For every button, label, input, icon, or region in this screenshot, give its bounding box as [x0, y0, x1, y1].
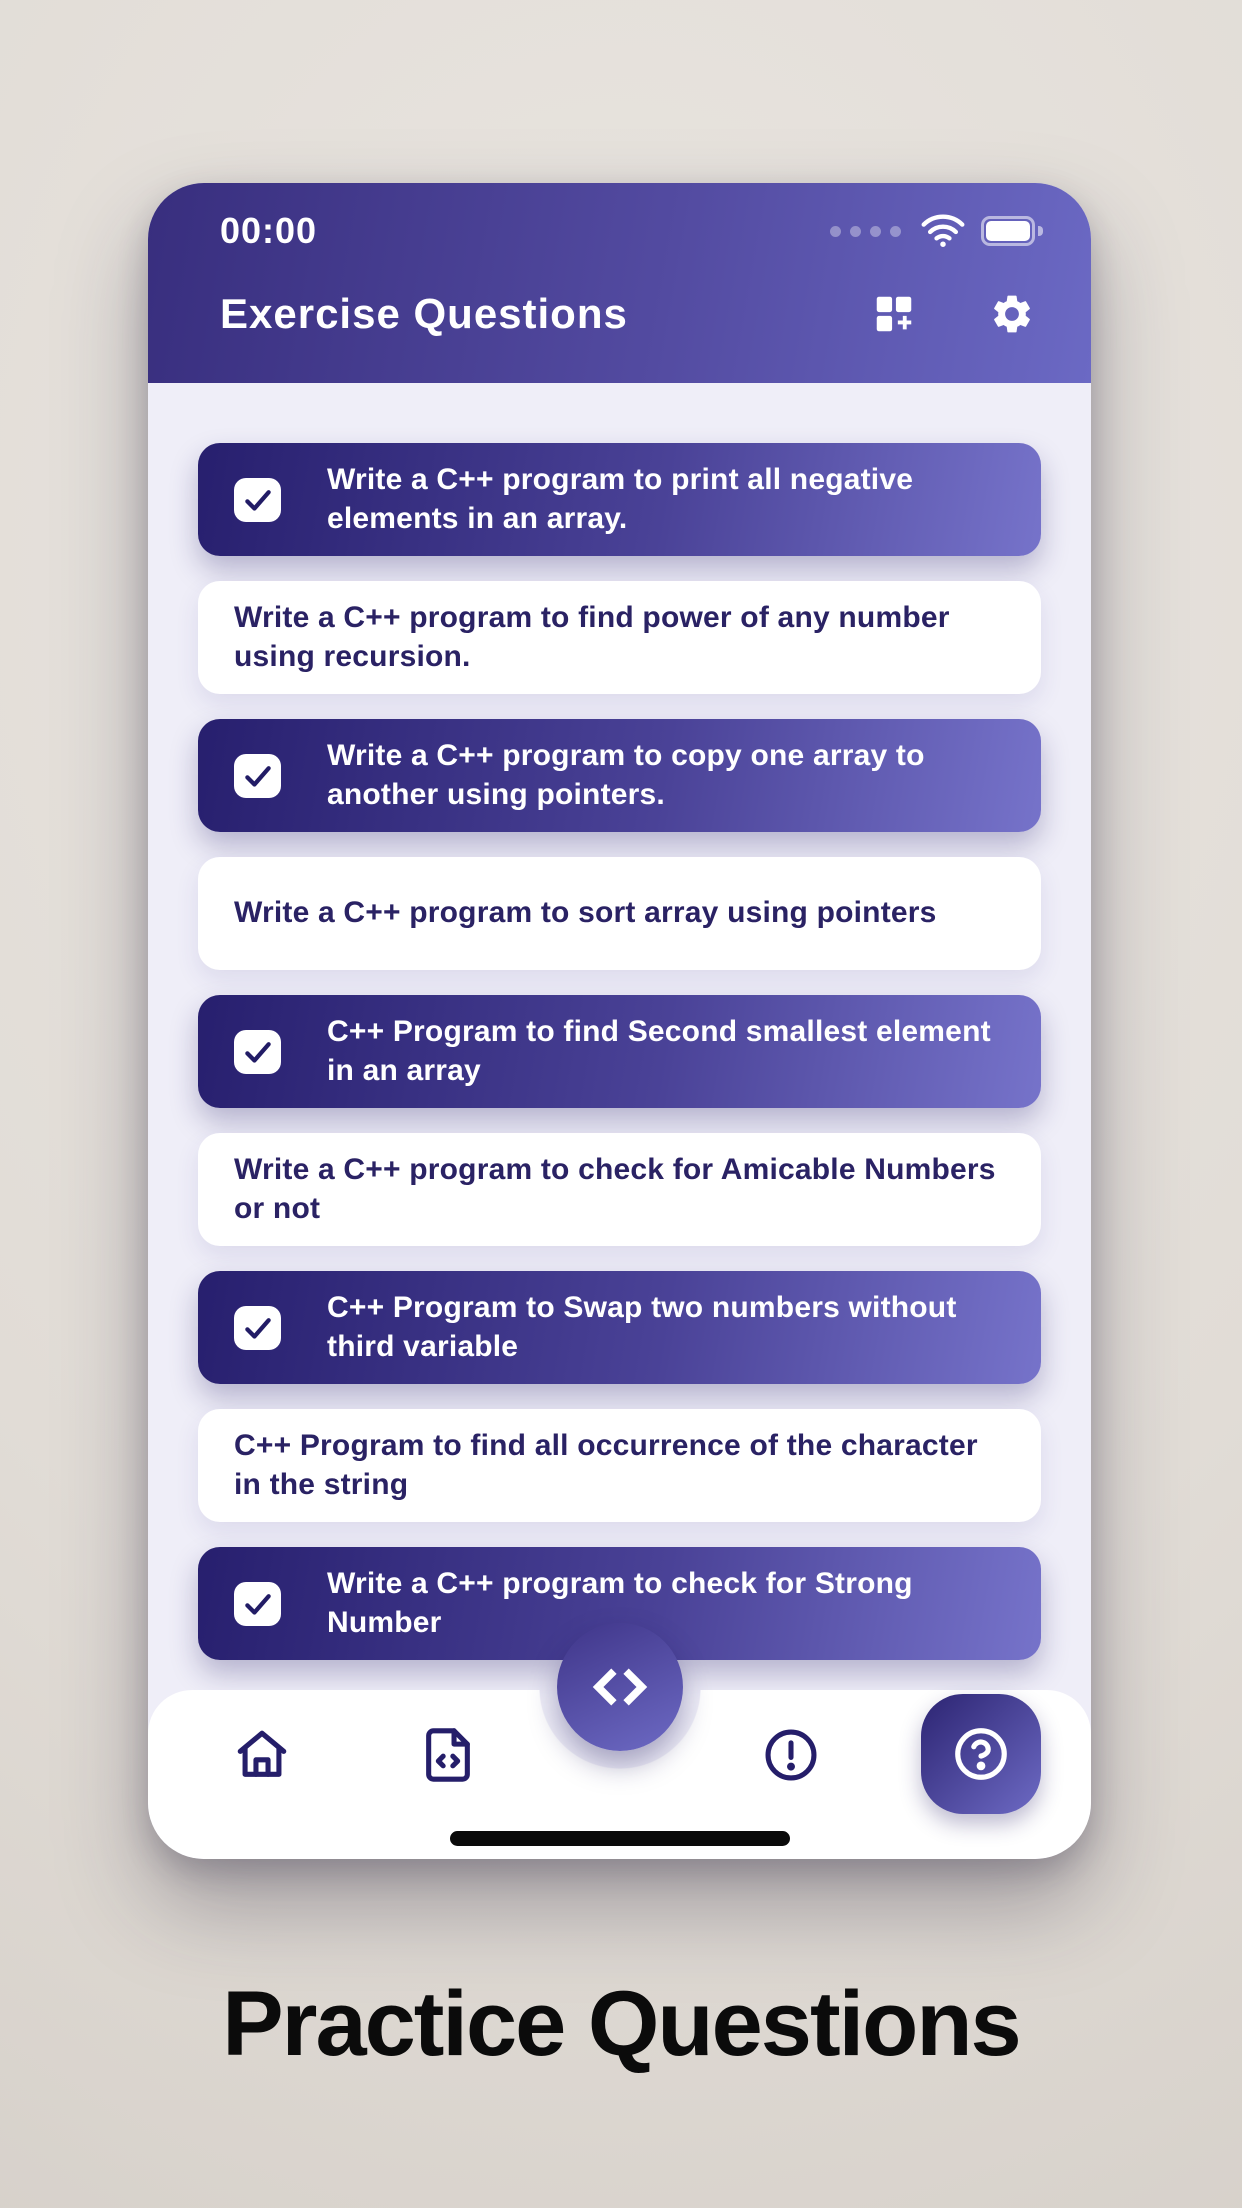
checkbox-checked-icon[interactable]: [234, 1306, 281, 1350]
caption-title: Practice Questions: [222, 1973, 1020, 2075]
battery-icon: [981, 216, 1043, 246]
app-header: [148, 183, 1091, 383]
checkbox-checked-icon[interactable]: [234, 1030, 281, 1074]
question-item[interactable]: [198, 1271, 1041, 1384]
question-text: Write a C++ program to print all negative elements in an array.: [327, 463, 914, 535]
status-time: 00:00: [220, 210, 318, 251]
help-button[interactable]: [921, 1694, 1041, 1814]
signal-strength-icon: [830, 226, 901, 237]
question-item[interactable]: [198, 719, 1041, 832]
phone-mockup: [148, 183, 1091, 1859]
code-brackets-icon: [585, 1652, 655, 1722]
question-item[interactable]: [198, 1409, 1041, 1522]
home-icon[interactable]: [233, 1726, 291, 1784]
home-indicator[interactable]: [450, 1831, 790, 1846]
settings-icon[interactable]: [989, 291, 1035, 337]
wifi-icon: [921, 214, 965, 248]
code-fab-button[interactable]: [557, 1623, 683, 1751]
alert-icon[interactable]: [762, 1726, 820, 1784]
question-text: C++ Program to find all occurrence of the character in the string: [234, 1429, 978, 1501]
code-file-icon[interactable]: [419, 1726, 477, 1784]
question-text: Write a C++ program to check for Strong Number: [327, 1567, 913, 1639]
question-item[interactable]: [198, 995, 1041, 1108]
question-text: Write a C++ program to sort array using pointers: [234, 896, 937, 930]
status-bar: [220, 207, 1043, 255]
question-text: Write a C++ program to check for Amicable Numbers or not: [234, 1153, 996, 1225]
checkbox-checked-icon[interactable]: [234, 1582, 281, 1626]
question-item[interactable]: [198, 581, 1041, 694]
dashboard-add-icon[interactable]: [871, 291, 917, 337]
question-item[interactable]: [198, 443, 1041, 556]
question-item[interactable]: [198, 857, 1041, 970]
question-text: Write a C++ program to copy one array to another using pointers.: [327, 739, 925, 811]
help-icon: [950, 1723, 1012, 1785]
checkbox-checked-icon[interactable]: [234, 478, 281, 522]
checkbox-checked-icon[interactable]: [234, 754, 281, 798]
question-item[interactable]: [198, 1133, 1041, 1246]
question-text: C++ Program to Swap two numbers without third variable: [327, 1291, 957, 1363]
question-text: C++ Program to find Second smallest element in an array: [327, 1015, 991, 1087]
question-text: Write a C++ program to find power of any number using recursion.: [234, 601, 950, 673]
page-title: Exercise Questions: [220, 290, 628, 337]
